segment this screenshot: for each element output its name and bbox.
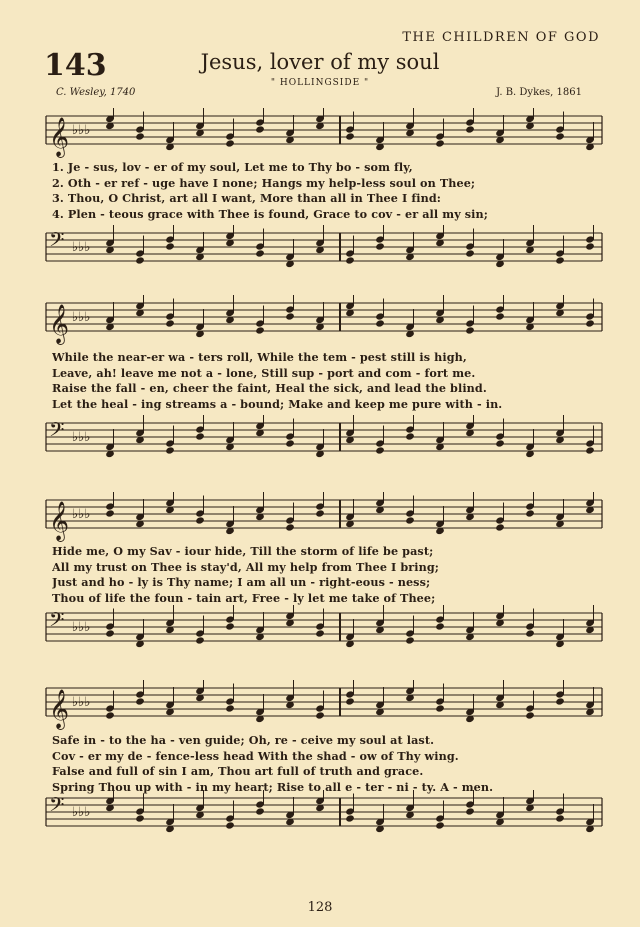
lyric-line: Just and ho - ly is Thy name; I am all un - right-eous - ness; — [52, 575, 431, 589]
note-icon — [555, 680, 565, 706]
lyric-line: Hide me, O my Sav - iour hide, Till the storm of life be past; — [52, 544, 434, 558]
bass-clef-icon: 𝄢 — [49, 608, 65, 636]
lyric-line: All my trust on Thee is stay'd, All my help from Thee I bring; — [52, 559, 440, 574]
note-icon — [285, 295, 295, 321]
note-icon — [345, 680, 355, 706]
lyric-line: Raise the fall - en, cheer the faint, Heal the sick, and lead the blind. — [52, 381, 487, 395]
lyric-line: Cov - er my de - fence-less head With the shad - ow of Thy wing. — [52, 748, 459, 763]
hymn-title: Jesus, lover of my soul — [200, 50, 440, 74]
note-icon — [225, 225, 235, 247]
note-icon — [405, 680, 415, 702]
lyric-line: 1. Je - sus, lov - er of my soul, Let me to Thy bo - som fly, — [52, 160, 413, 174]
key-signature-icon: ♭♭♭ — [72, 240, 91, 255]
key-signature-icon: ♭♭♭ — [72, 507, 91, 522]
note-icon — [375, 492, 385, 514]
treble-staff — [0, 492, 640, 542]
note-icon — [105, 492, 115, 518]
lyric-line: Spring Thou up with - in my heart; Rise to all e - ter - ni - ty. A - men. — [52, 779, 494, 794]
lyric-line: 3. Thou, O Christ, art all I want, More than all in Thee I find: — [52, 191, 441, 205]
tune-name: " HOLLINGSIDE " — [270, 78, 370, 88]
author-credit: C. Wesley, 1740 — [56, 87, 136, 98]
lyric-line: Let the heal - ing streams a - bound; Make and keep me pure with - in. — [52, 396, 503, 411]
treble-clef-icon: 𝄞 — [49, 304, 70, 344]
bass-staff — [0, 605, 640, 660]
note-icon — [525, 492, 535, 518]
note-icon — [345, 295, 355, 317]
section-heading: THE CHILDREN OF GOD — [402, 30, 600, 45]
note-icon — [255, 415, 265, 437]
note-icon — [465, 415, 475, 437]
treble-clef-icon: 𝄞 — [49, 689, 70, 729]
key-signature-icon: ♭♭♭ — [72, 430, 91, 445]
note-icon — [285, 605, 295, 627]
note-icon — [315, 492, 325, 518]
note-icon — [135, 295, 145, 317]
composer-credit: J. B. Dykes, 1861 — [496, 87, 582, 98]
key-signature-icon: ♭♭♭ — [72, 805, 91, 820]
note-icon — [315, 108, 325, 130]
page-number: 128 — [307, 900, 333, 915]
note-icon — [465, 108, 475, 134]
lyrics-block — [52, 160, 600, 222]
lyrics-block — [52, 350, 600, 412]
note-icon — [585, 225, 595, 251]
note-icon — [165, 492, 175, 514]
bass-staff — [0, 415, 640, 470]
bass-staff — [0, 790, 640, 845]
note-icon — [315, 790, 325, 812]
note-icon — [495, 295, 505, 321]
key-signature-icon: ♭♭♭ — [72, 695, 91, 710]
lyrics-block — [52, 733, 600, 795]
note-icon — [195, 415, 205, 441]
note-icon — [135, 680, 145, 706]
lyric-line: Leave, ah! leave me not a - lone, Still sup - port and com - fort me. — [52, 365, 476, 380]
note-icon — [165, 225, 175, 251]
note-icon — [105, 108, 115, 130]
note-icon — [405, 415, 415, 441]
treble-staff — [0, 108, 640, 158]
note-icon — [225, 605, 235, 631]
bass-clef-icon: 𝄢 — [49, 228, 65, 256]
note-icon — [255, 108, 265, 134]
lyric-line: 4. Plen - teous grace with Thee is found, Grace to cov - er all my sin; — [52, 206, 488, 221]
treble-staff — [0, 295, 640, 345]
lyric-line: 2. Oth - er ref - uge have I none; Hangs my help-less soul on Thee; — [52, 175, 476, 190]
key-signature-icon: ♭♭♭ — [72, 310, 91, 325]
lyric-line: False and full of sin I am, Thou art full of truth and grace. — [52, 764, 424, 778]
lyric-line: Thou of life the foun - tain art, Free - ly let me take of Thee; — [52, 590, 436, 605]
treble-staff — [0, 680, 640, 730]
note-icon — [105, 790, 115, 812]
treble-clef-icon: 𝄞 — [49, 117, 70, 157]
lyric-line: Safe in - to the ha - ven guide; Oh, re - ceive my soul at last. — [52, 733, 435, 747]
note-icon — [525, 108, 535, 130]
bass-staff — [0, 225, 640, 280]
note-icon — [525, 790, 535, 812]
note-icon — [495, 605, 505, 627]
note-icon — [585, 492, 595, 514]
key-signature-icon: ♭♭♭ — [72, 620, 91, 635]
note-icon — [435, 605, 445, 631]
bass-clef-icon: 𝄢 — [49, 418, 65, 446]
note-icon — [465, 790, 475, 816]
key-signature-icon: ♭♭♭ — [72, 123, 91, 138]
note-icon — [555, 295, 565, 317]
bass-clef-icon: 𝄢 — [49, 793, 65, 821]
lyric-line: While the near-er wa - ters roll, While the tem - pest still is high, — [52, 350, 467, 364]
treble-clef-icon: 𝄞 — [49, 501, 70, 541]
lyrics-block — [52, 544, 600, 606]
note-icon — [255, 790, 265, 816]
note-icon — [435, 225, 445, 247]
note-icon — [375, 225, 385, 251]
note-icon — [195, 680, 205, 702]
hymn-number: 143 — [44, 48, 107, 83]
